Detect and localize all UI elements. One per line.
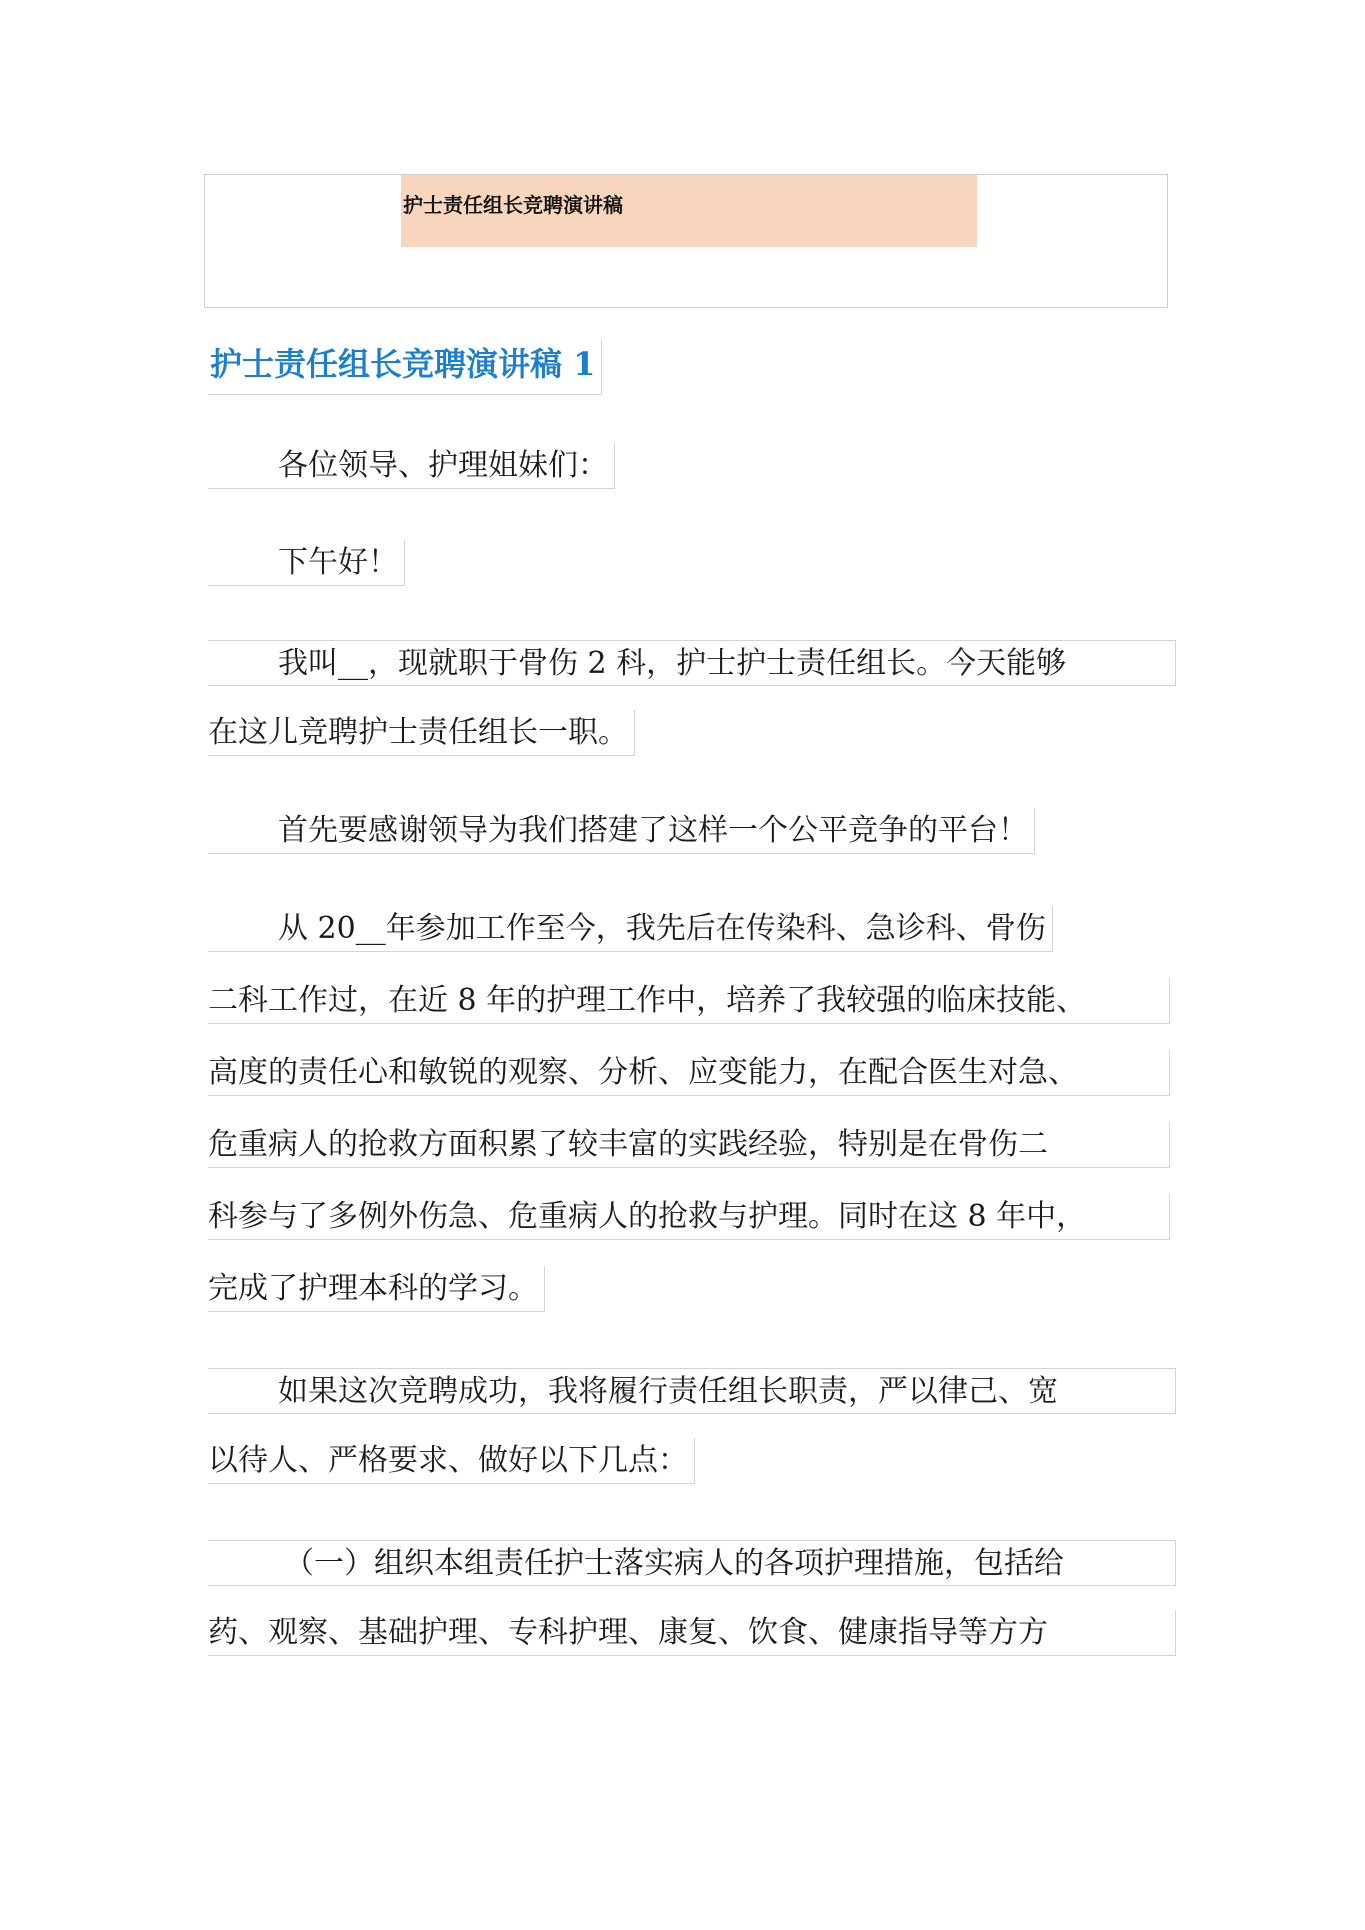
paragraph-line: 高度的责任心和敏锐的观察、分析、应变能力，在配合医生对急、	[208, 1050, 1170, 1096]
header-title: 护士责任组长竞聘演讲稿	[403, 193, 623, 217]
header-title-highlight	[401, 175, 977, 247]
paragraph-line: 危重病人的抢救方面积累了较丰富的实践经验，特别是在骨伤二	[208, 1122, 1170, 1168]
paragraph-line: 药、观察、基础护理、专科护理、康复、饮食、健康指导等方方	[208, 1610, 1176, 1656]
paragraph-line: 我叫__，现就职于骨伤 2 科，护士护士责任组长。今天能够	[208, 640, 1176, 686]
paragraph-line: 科参与了多例外伤急、危重病人的抢救与护理。同时在这 8 年中，	[208, 1194, 1170, 1240]
paragraph-line: 以待人、严格要求、做好以下几点：	[208, 1438, 695, 1484]
section-heading: 护士责任组长竞聘演讲稿 1	[208, 340, 602, 395]
paragraph-line: 从 20__年参加工作至今，我先后在传染科、急诊科、骨伤	[208, 906, 1053, 952]
paragraph-line: 二科工作过，在近 8 年的护理工作中，培养了我较强的临床技能、	[208, 978, 1170, 1024]
paragraph-line: 下午好！	[208, 540, 405, 586]
paragraph-line: 如果这次竞聘成功，我将履行责任组长职责，严以律己、宽	[208, 1368, 1176, 1414]
document-header-box	[204, 174, 1168, 308]
paragraph-line: 完成了护理本科的学习。	[208, 1266, 545, 1312]
paragraph-line: 各位领导、护理姐妹们：	[208, 443, 615, 489]
paragraph-line: 在这儿竞聘护士责任组长一职。	[208, 710, 635, 756]
paragraph-line: 首先要感谢领导为我们搭建了这样一个公平竞争的平台！	[208, 808, 1035, 854]
paragraph-line: （一）组织本组责任护士落实病人的各项护理措施，包括给	[208, 1540, 1176, 1586]
